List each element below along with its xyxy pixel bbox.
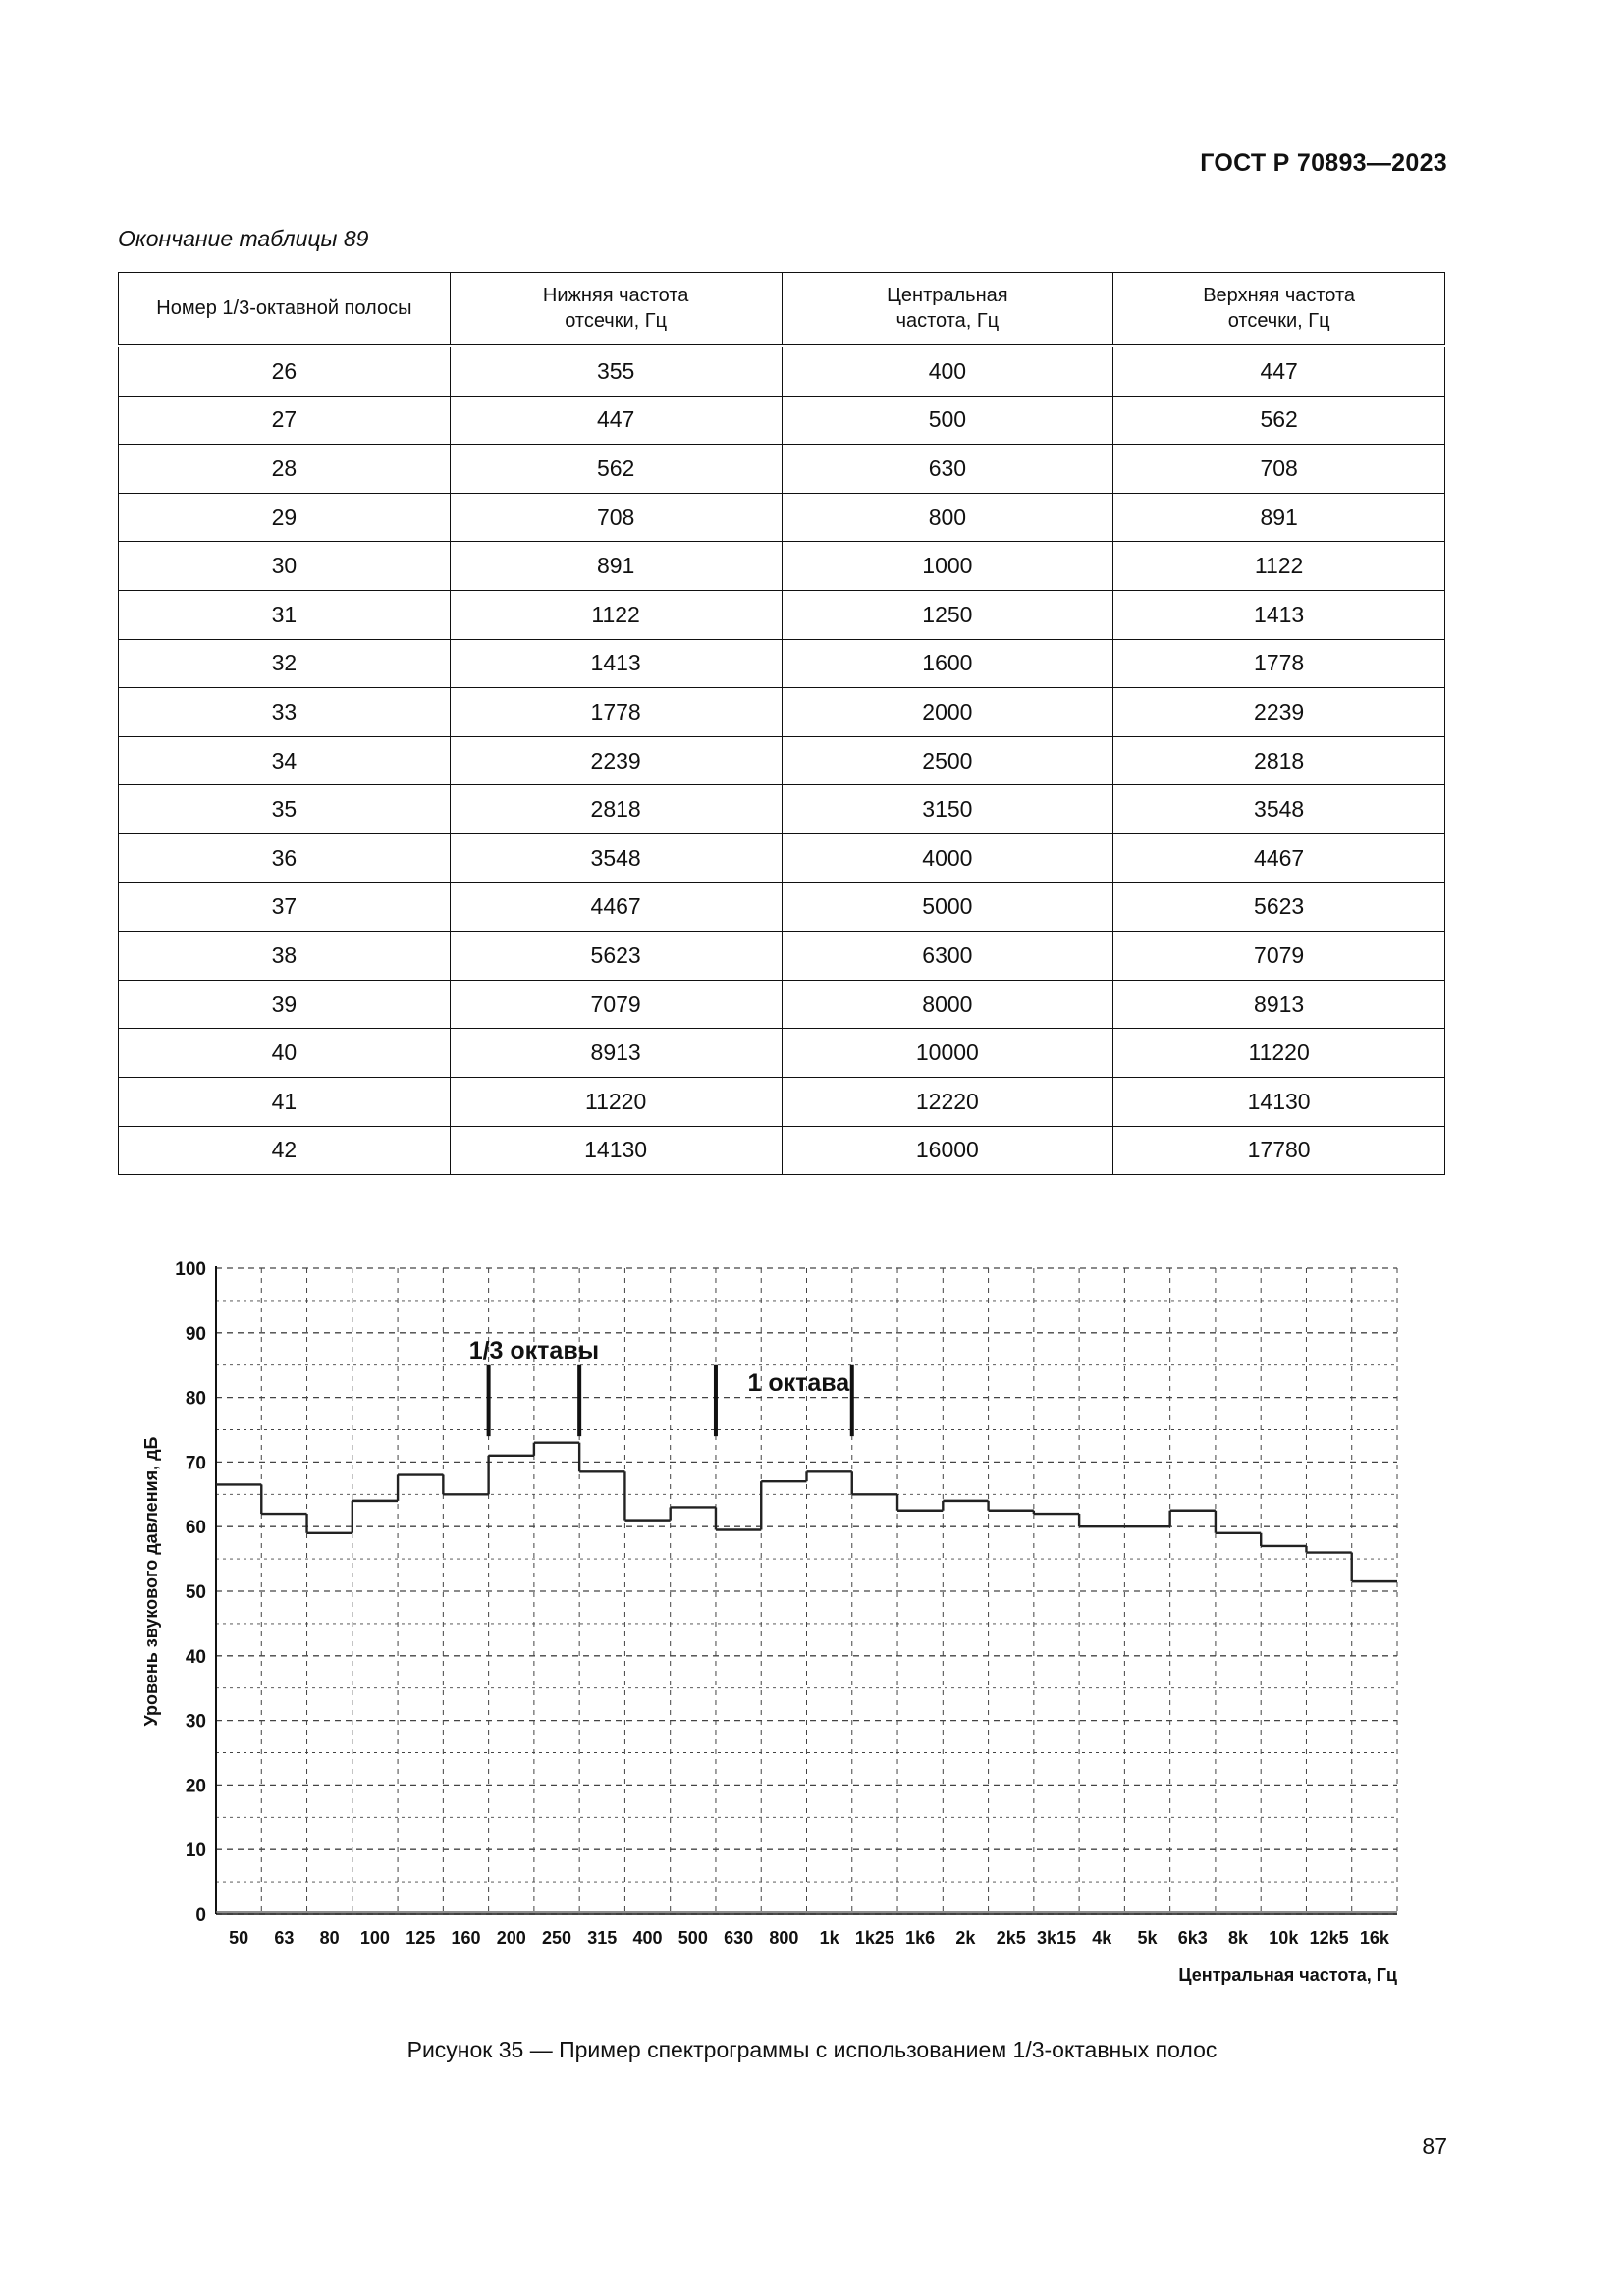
x-tick-label: 1k6 <box>905 1928 936 1948</box>
table-cell: 2239 <box>450 736 782 785</box>
x-tick-label: 630 <box>724 1928 754 1948</box>
x-tick-label: 500 <box>677 1928 708 1948</box>
table-cell: 29 <box>119 493 451 542</box>
table-cell: 35 <box>119 785 451 834</box>
table-cell: 26 <box>119 346 451 396</box>
table-row <box>119 590 1445 639</box>
y-tick-label: 70 <box>185 1453 206 1474</box>
table-caption: Окончание таблицы 89 <box>118 226 369 251</box>
table-row <box>119 445 1445 494</box>
x-tick-label: 1k <box>819 1928 839 1948</box>
page-number: 87 <box>1422 2133 1447 2159</box>
table-cell: 708 <box>1113 445 1445 494</box>
table-cell: 11220 <box>1113 1029 1445 1078</box>
table-cell: 1778 <box>1113 639 1445 688</box>
x-tick-label: 200 <box>496 1928 526 1948</box>
table-cell: 500 <box>782 396 1113 445</box>
table-cell: 31 <box>119 590 451 639</box>
column-header: Верхняя частота отсечки, Гц <box>1113 273 1445 347</box>
table-cell: 2818 <box>450 785 782 834</box>
table-cell: 8913 <box>450 1029 782 1078</box>
table-cell: 447 <box>1113 346 1445 396</box>
octave-bands-table <box>118 272 1445 1175</box>
table-cell: 5623 <box>1113 882 1445 932</box>
table-cell: 38 <box>119 932 451 981</box>
figure-caption: Рисунок 35 — Пример спектрограммы с использованием 1/3-октавных полос <box>406 2037 1218 2062</box>
table-cell: 27 <box>119 396 451 445</box>
table-cell: 42 <box>119 1126 451 1175</box>
table-cell: 12220 <box>782 1077 1113 1126</box>
x-tick-label: 160 <box>451 1928 481 1948</box>
table-row <box>119 542 1445 591</box>
x-tick-label: 125 <box>406 1928 436 1948</box>
y-tick-label: 90 <box>185 1323 206 1345</box>
table-row <box>119 932 1445 981</box>
x-tick-label: 80 <box>319 1928 340 1948</box>
x-axis-title: Центральная частота, Гц <box>1178 1965 1397 1985</box>
table-cell: 7079 <box>1113 932 1445 981</box>
table-cell: 8913 <box>1113 980 1445 1029</box>
x-tick-label: 10k <box>1269 1928 1299 1948</box>
table-cell: 17780 <box>1113 1126 1445 1175</box>
table-cell: 10000 <box>782 1029 1113 1078</box>
x-tick-label: 3k15 <box>1036 1928 1077 1948</box>
table-cell: 3548 <box>1113 785 1445 834</box>
standard-designation: ГОСТ Р 70893—2023 <box>1200 149 1447 177</box>
y-tick-label: 10 <box>185 1841 206 1862</box>
table-cell: 5623 <box>450 932 782 981</box>
table-header-row <box>119 273 1445 347</box>
table-row <box>119 980 1445 1029</box>
table-cell: 562 <box>450 445 782 494</box>
y-tick-label: 30 <box>185 1711 206 1733</box>
x-tick-label: 63 <box>274 1928 295 1948</box>
table-cell: 30 <box>119 542 451 591</box>
table-cell: 36 <box>119 833 451 882</box>
table-cell: 1600 <box>782 639 1113 688</box>
x-tick-label: 2k <box>955 1928 976 1948</box>
table-cell: 34 <box>119 736 451 785</box>
x-tick-label: 250 <box>541 1928 572 1948</box>
y-tick-label: 50 <box>185 1582 206 1603</box>
table-row <box>119 785 1445 834</box>
table-row <box>119 396 1445 445</box>
table-cell: 1413 <box>1113 590 1445 639</box>
table-cell: 355 <box>450 346 782 396</box>
table-cell: 33 <box>119 688 451 737</box>
table-cell: 630 <box>782 445 1113 494</box>
table-cell: 400 <box>782 346 1113 396</box>
table-cell: 3548 <box>450 833 782 882</box>
table-cell: 2818 <box>1113 736 1445 785</box>
x-tick-label: 6k3 <box>1177 1928 1208 1948</box>
y-tick-label: 0 <box>195 1905 206 1926</box>
table-row <box>119 1126 1445 1175</box>
table-cell: 40 <box>119 1029 451 1078</box>
table-cell: 6300 <box>782 932 1113 981</box>
table-cell: 2000 <box>782 688 1113 737</box>
table-cell: 2500 <box>782 736 1113 785</box>
x-tick-label: 12k5 <box>1309 1928 1349 1948</box>
table-row <box>119 493 1445 542</box>
table-cell: 7079 <box>450 980 782 1029</box>
table-row <box>119 688 1445 737</box>
x-tick-label: 1k25 <box>854 1928 894 1948</box>
table-cell: 708 <box>450 493 782 542</box>
x-tick-label: 315 <box>587 1928 618 1948</box>
x-tick-label: 50 <box>229 1928 249 1948</box>
x-tick-label: 100 <box>359 1928 390 1948</box>
table-row <box>119 833 1445 882</box>
table-cell: 16000 <box>782 1126 1113 1175</box>
table-cell: 1122 <box>450 590 782 639</box>
x-tick-label: 800 <box>769 1928 799 1948</box>
x-tick-label: 16k <box>1359 1928 1389 1948</box>
table-cell: 1778 <box>450 688 782 737</box>
x-tick-label: 400 <box>632 1928 663 1948</box>
y-axis-title: Уровень звукового давления, дБ <box>141 1436 161 1727</box>
y-tick-label: 20 <box>185 1776 206 1797</box>
spectrogram-chart <box>137 1247 1414 2012</box>
annotation-label: 1/3 октавы <box>468 1337 600 1365</box>
table-row <box>119 639 1445 688</box>
table-body <box>119 346 1445 1175</box>
spectrogram-figure <box>137 1247 1414 2012</box>
x-tick-label: 5k <box>1137 1928 1158 1948</box>
table-cell: 14130 <box>1113 1077 1445 1126</box>
x-tick-label: 8k <box>1228 1928 1249 1948</box>
table-cell: 39 <box>119 980 451 1029</box>
table-cell: 447 <box>450 396 782 445</box>
table-cell: 3150 <box>782 785 1113 834</box>
table-cell: 5000 <box>782 882 1113 932</box>
x-tick-label: 4k <box>1092 1928 1112 1948</box>
table-cell: 2239 <box>1113 688 1445 737</box>
table-cell: 41 <box>119 1077 451 1126</box>
table-cell: 562 <box>1113 396 1445 445</box>
table-cell: 4467 <box>450 882 782 932</box>
y-tick-label: 100 <box>175 1259 206 1280</box>
table-cell: 14130 <box>450 1126 782 1175</box>
annotation-label: 1 октава <box>747 1369 850 1398</box>
table-cell: 37 <box>119 882 451 932</box>
table-cell: 891 <box>1113 493 1445 542</box>
y-tick-label: 80 <box>185 1388 206 1410</box>
table-cell: 1250 <box>782 590 1113 639</box>
table-cell: 1122 <box>1113 542 1445 591</box>
table-row <box>119 736 1445 785</box>
table-cell: 11220 <box>450 1077 782 1126</box>
table-cell: 891 <box>450 542 782 591</box>
table-cell: 1000 <box>782 542 1113 591</box>
table-row <box>119 1077 1445 1126</box>
table-cell: 32 <box>119 639 451 688</box>
table-cell: 4000 <box>782 833 1113 882</box>
table-cell: 4467 <box>1113 833 1445 882</box>
table-cell: 28 <box>119 445 451 494</box>
table-cell: 800 <box>782 493 1113 542</box>
table-row <box>119 882 1445 932</box>
column-header: Нижняя частота отсечки, Гц <box>450 273 782 347</box>
table-row <box>119 346 1445 396</box>
y-tick-label: 40 <box>185 1646 206 1668</box>
x-tick-label: 2k5 <box>996 1928 1026 1948</box>
y-tick-label: 60 <box>185 1518 206 1539</box>
table-row <box>119 1029 1445 1078</box>
column-header: Номер 1/3-октавной полосы <box>119 273 451 347</box>
column-header: Центральная частота, Гц <box>782 273 1113 347</box>
table-cell: 8000 <box>782 980 1113 1029</box>
table-cell: 1413 <box>450 639 782 688</box>
